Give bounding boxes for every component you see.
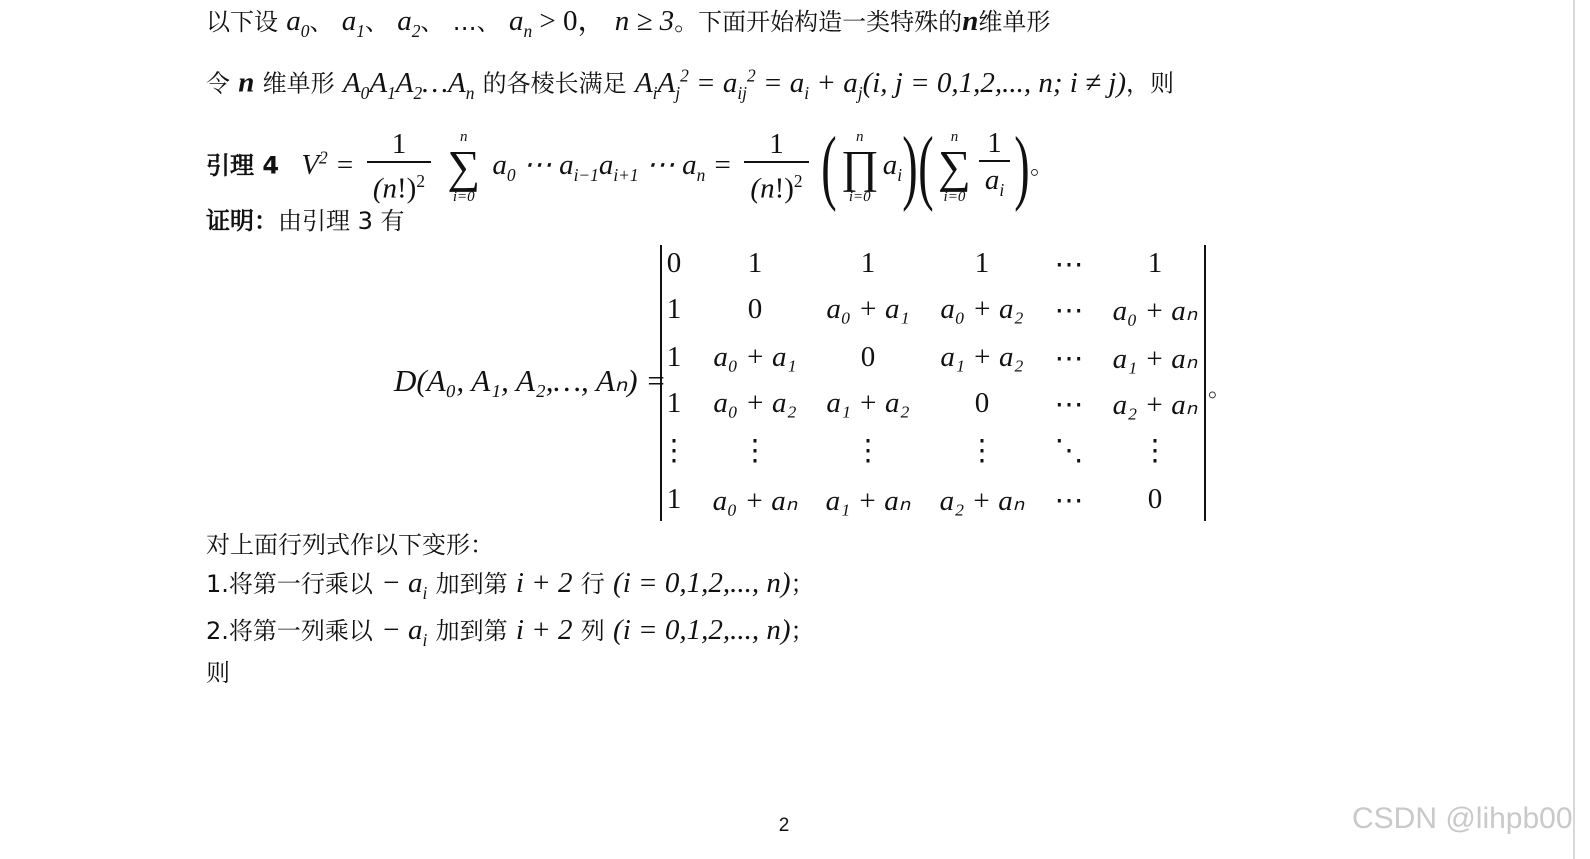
separator: 、 [364, 8, 389, 36]
matrix-cell: ⋮ [740, 435, 770, 467]
matrix-cell: a₂ + aₙ [939, 485, 1025, 517]
matrix-cell: ⋮ [853, 435, 883, 467]
sum-operator: n ∑ i=0 [447, 128, 481, 205]
matrix-cell: 0 [1147, 483, 1163, 515]
var-n: n [238, 66, 255, 99]
text: 加到第 [435, 570, 508, 598]
text: 1.将第一行乘以 [206, 570, 373, 598]
step-1: 1.将第一行乘以 − $a_i$ 加到第 i + 2 行 (i = 0,1,2,..., n)； [206, 567, 815, 603]
determinant-matrix [660, 245, 1206, 521]
matrix-cell: a₀ + a₁ [713, 341, 797, 373]
matrix-cell: ⋯ [1054, 485, 1084, 517]
text: 则 [206, 659, 230, 687]
matrix-cell: 1 [860, 247, 876, 279]
fraction: $\frac{1}{(n!)^2}$ [367, 127, 431, 207]
text: 列 [580, 617, 605, 645]
step-2: 2.将第一列乘以 − $a_i$ 加到第 i + 2 列 (i = 0,1,2,..., n)； [206, 614, 815, 650]
matrix-cell: a₂ + aₙ [1112, 389, 1198, 421]
period: 。 [1208, 374, 1232, 402]
matrix-cell: ⋮ [659, 435, 689, 467]
matrix-cell: ⋱ [1054, 435, 1084, 467]
var-n: n [962, 5, 979, 37]
text: 令 [206, 69, 230, 98]
then-line [206, 656, 230, 690]
matrix-cell: 0 [747, 293, 763, 325]
text: 维单形 [262, 69, 335, 98]
text: 2.将第一列乘以 [206, 617, 373, 645]
page-number: 2 [778, 815, 790, 836]
matrix-cell: a₁ + aₙ [825, 485, 911, 517]
separator: 、 [309, 8, 334, 36]
proof-text: 由引理 3 有 [278, 207, 405, 235]
text: 以下设 [206, 8, 278, 36]
determinant-label: D(A₀, A₁, A₂,…, Aₙ) = [394, 363, 667, 398]
intro-line-2: 令 n 维单形 $A_0A_1A_2\dots A_n$ 的各棱长满足 $A_iA_j^2 = a_{ij}^2 = a_i + a_j(i$, j = 0,1,2,..., n; i ≠ j)，则 [206, 65, 1174, 103]
text: 。下面开始构造一类特殊的 [674, 8, 963, 36]
transform-intro [206, 528, 494, 562]
matrix-cell: ⋯ [1054, 389, 1084, 421]
matrix-cell: 1 [666, 483, 682, 515]
matrix-cell: ⋯ [1054, 249, 1084, 281]
watermark: CSDN @lihpb00 [1352, 802, 1573, 835]
period: 。 [1030, 151, 1055, 180]
matrix-cell: a₀ + aₙ [1112, 295, 1198, 327]
separator: 、 [420, 8, 445, 36]
text: ； [790, 617, 815, 645]
lemma-4-line: 引理 4 $V^2$ = $\frac{1}{(n!)^2}$ n ∑ i=0 $a_0$ ⋯ $a_{i-1}a_{i+1}$ ⋯ $a_n$ = $\frac{1}{(n!)^2}$ ( n ∏ i=0 $a_i$)( n ∑ i=0 $\frac{1}{a_i}$ )。 [206, 119, 1055, 213]
fraction: $\frac{1}{(n!)^2}$ [744, 127, 808, 207]
matrix-cell: a₁ + aₙ [1112, 343, 1198, 375]
matrix-cell: a₀ + aₙ [712, 485, 798, 517]
condition-n: n ≥ 3 [614, 5, 675, 37]
matrix-cell: 0 [666, 247, 682, 279]
matrix-cell: ⋮ [967, 435, 997, 467]
matrix-cell: a₀ + a₂ [713, 387, 797, 419]
sum-operator: n ∑ i=0 [938, 128, 971, 205]
text: ； [790, 570, 815, 598]
text: 行 [580, 570, 605, 598]
matrix-cell: 1 [1147, 247, 1163, 279]
matrix-cell: 0 [860, 341, 876, 373]
matrix-cell: 1 [666, 293, 682, 325]
intro-line-1: 以下设 $a_0$、 $a_1$、 $a_2$、 …、 $a_n > 0$， n ≥ 3。下面开始构造一类特殊的n维单形 [206, 5, 1051, 41]
matrix-cell: 1 [747, 247, 763, 279]
text: 维单形 [978, 8, 1051, 36]
matrix-cell: a₀ + a₂ [940, 293, 1024, 325]
lemma-label: 引理 4 [206, 151, 280, 180]
matrix-cell: 1 [666, 341, 682, 373]
matrix-cell: ⋯ [1054, 343, 1084, 375]
product-operator: n ∏ i=0 [840, 128, 879, 205]
matrix-cell: 0 [974, 387, 990, 419]
fraction: $\frac{1}{a_i}$ [979, 126, 1010, 208]
matrix-cell: ⋯ [1054, 295, 1084, 327]
text: 对上面行列式作以下变形： [206, 531, 494, 559]
text: 的各棱长满足 [482, 69, 627, 98]
matrix-cell: a₁ + a₂ [826, 387, 910, 419]
matrix-cell: a₁ + a₂ [940, 341, 1024, 373]
matrix-cell: ⋮ [1140, 435, 1170, 467]
matrix-cell: 1 [974, 247, 990, 279]
proof-label: 证明： [206, 207, 278, 235]
separator: …、 [452, 8, 501, 36]
text: ，则 [1126, 69, 1174, 98]
matrix-cell: 1 [666, 387, 682, 419]
text: 加到第 [435, 617, 508, 645]
matrix-cell: a₀ + a₁ [826, 293, 910, 325]
proof-line [206, 204, 405, 238]
greater-than-zero: > 0， [532, 5, 607, 37]
